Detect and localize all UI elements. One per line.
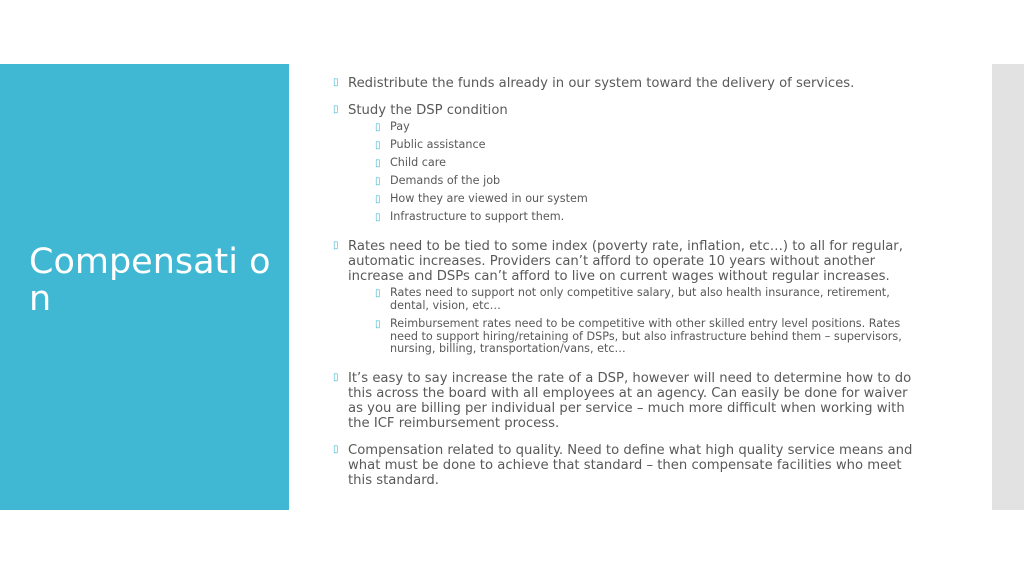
- bullet-text: Compensation related to quality. Need to define what high quality service means and what must be done to achieve that standard – then compensate facilities who meet this standard.: [348, 443, 913, 488]
- bullet-arrow-icon: ▯: [333, 77, 339, 88]
- bullet-text: Study the DSP condition: [348, 103, 508, 118]
- sub-bullet-item: [375, 157, 923, 171]
- sub-bullet-text: Rates need to support not only competitive salary, but also health insurance, retirement, dental, vision, etc…: [390, 286, 890, 312]
- bullet-item: [333, 76, 923, 91]
- sub-bullet-item: [375, 121, 923, 135]
- slide-title: Compensati on: [29, 242, 271, 319]
- bullet-item: [333, 103, 923, 118]
- bullet-arrow-icon: ▯: [333, 444, 339, 455]
- bullet-arrow-icon: ▯: [375, 158, 381, 169]
- sub-bullet-text: How they are viewed in our system: [390, 192, 588, 205]
- bullet-item: [333, 443, 923, 488]
- bullet-arrow-icon: ▯: [375, 176, 381, 187]
- bullet-arrow-icon: ▯: [333, 240, 339, 251]
- sub-bullet-text: Child care: [390, 156, 447, 169]
- bullet-text: Rates need to be tied to some index (poverty rate, inflation, etc…) to all for regular, automatic increases. Providers can’t afford to operate 10 years without another increase and DSPs can’t afford to live on current wages without regular increases.: [348, 239, 903, 284]
- right-side-bar: [992, 64, 1024, 510]
- sub-bullet-text: Reimbursement rates need to be competitive with other skilled entry level positions. Rates need to support hiring/retaining of DSPs, but also infrastructure behind them – supervisors, nursing, billing, transportation/vans, etc…: [390, 317, 902, 355]
- bullet-arrow-icon: ▯: [333, 104, 339, 115]
- bullet-arrow-icon: ▯: [375, 319, 381, 330]
- bullet-arrow-icon: ▯: [333, 372, 339, 383]
- bullet-arrow-icon: ▯: [375, 212, 381, 223]
- bullet-arrow-icon: ▯: [375, 122, 381, 133]
- bullet-arrow-icon: ▯: [375, 140, 381, 151]
- sub-bullet-text: Demands of the job: [390, 174, 501, 187]
- sub-bullet-text: Infrastructure to support them.: [390, 210, 565, 223]
- bullet-text: Redistribute the funds already in our system toward the delivery of services.: [348, 76, 855, 91]
- sub-bullet-item: [375, 175, 923, 189]
- sub-bullet-item: [375, 287, 923, 312]
- bullet-item: [333, 239, 923, 284]
- bullet-text: It’s easy to say increase the rate of a DSP, however will need to determine how to do this across the board with all employees at an agency. Can easily be done for waiver as you are billing per individual per service – much more difficult when working with the ICF reimbursement process.: [348, 371, 912, 431]
- bullet-arrow-icon: ▯: [375, 288, 381, 299]
- sub-bullet-item: [375, 139, 923, 153]
- sub-bullet-item: [375, 318, 923, 356]
- sub-bullet-item: [375, 193, 923, 207]
- bullet-item: [333, 371, 923, 431]
- sub-bullet-item: [375, 211, 923, 225]
- sub-bullet-text: Public assistance: [390, 138, 486, 151]
- sub-bullet-text: Pay: [390, 120, 410, 133]
- bullet-arrow-icon: ▯: [375, 194, 381, 205]
